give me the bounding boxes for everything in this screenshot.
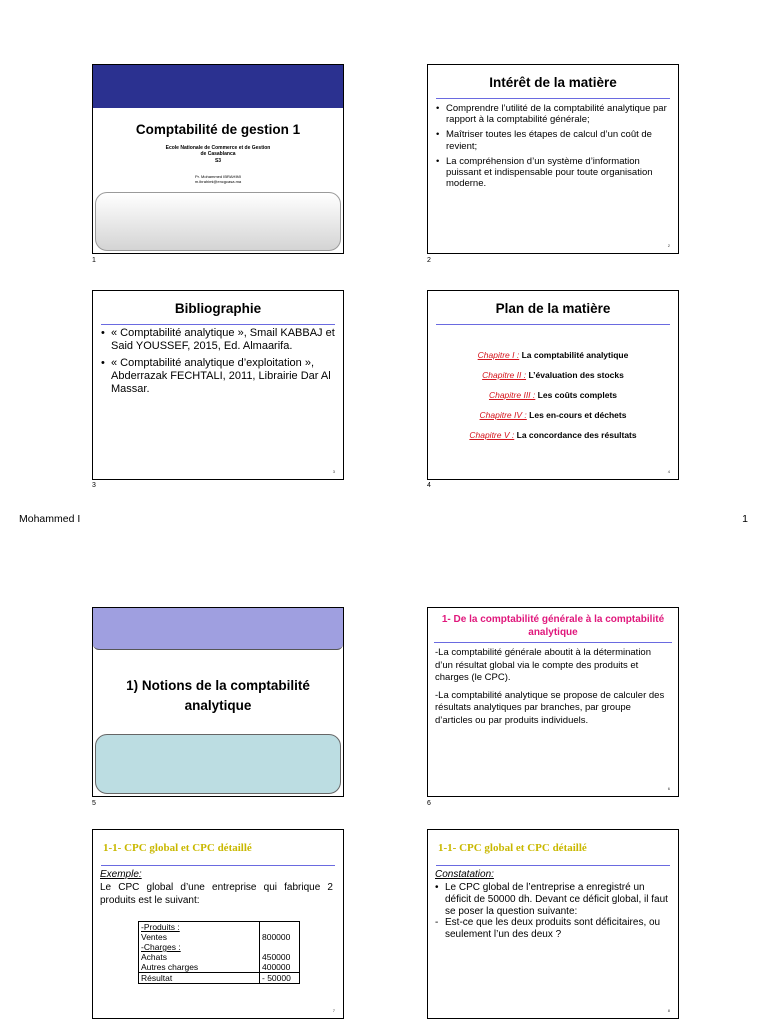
slide-5-section	[92, 607, 344, 797]
slide-6-definition	[427, 607, 679, 797]
page-footer-number: 1	[742, 513, 748, 525]
list-item: • Maîtriser toutes les étapes de calcul d’un coût de revient;	[436, 129, 670, 151]
table-cell: - 50000	[260, 973, 300, 984]
bullet-list	[101, 327, 335, 400]
slide-body	[435, 868, 670, 945]
slide-page-number: 7	[332, 1008, 335, 1013]
table-cell: Résultat	[139, 973, 260, 984]
page-footer-name: Mohammed I	[19, 513, 81, 525]
title-rule	[101, 865, 335, 866]
table-cell: -Produits : Ventes -Charges : Achats Autres charges	[139, 922, 260, 973]
list-item: • « Comptabilité analytique d’exploitation », Abderrazak FECHTALI, 2011, Librairie Dar Al Massar.	[101, 357, 335, 396]
title-rule	[101, 324, 335, 325]
list-item: • La compréhension d’un système d’information puissant et indispensable pour toute organisation moderne.	[436, 156, 670, 190]
bottom-panel-teal	[95, 734, 341, 794]
chapter-line: Chapitre I : La comptabilité analytique	[477, 350, 629, 360]
title-rule	[436, 98, 670, 99]
list-item: • « Comptabilité analytique », Smail KABBAJ et Said YOUSSEF, 2015, Ed. Almaarifa.	[101, 327, 335, 353]
title-rule	[436, 865, 670, 866]
course-title: Comptabilité de gestion 1	[135, 122, 301, 137]
cpc-table	[138, 921, 300, 984]
slide-caption-5: 5	[92, 800, 96, 807]
slide-caption-4: 4	[427, 482, 431, 489]
paragraph: -La comptabilité analytique se propose de calculer des résultats analytiques par branches, par groupe d’articles ou par produits individuels.	[435, 689, 665, 726]
title-rule	[436, 324, 670, 325]
grey-panel	[95, 192, 341, 251]
slide-7-exemple	[92, 829, 344, 1019]
chapter-line: Chapitre IV : Les en-cours et déchets	[479, 410, 627, 420]
slide-caption-6: 6	[427, 800, 431, 807]
slide-title: Bibliographie	[174, 301, 262, 316]
title-band-navy	[93, 65, 343, 108]
slide-title: Intérêt de la matière	[489, 75, 617, 90]
slide-8-constatation	[427, 829, 679, 1019]
list-item: • Le CPC global de l’entreprise a enregistré un déficit de 50000 dh. Devant ce déficit global, il faut se poser la question suivante:	[435, 882, 670, 917]
slide-page-number: 8	[667, 1008, 670, 1013]
chapter-line: Chapitre V : La concordance des résultats	[469, 430, 637, 440]
slide-page-number: 6	[667, 786, 670, 791]
slide-1-title	[92, 64, 344, 254]
slide-page-number: 3	[332, 469, 335, 474]
bullet-list	[436, 103, 670, 193]
slide-4-plan	[427, 290, 679, 480]
slide-caption-3: 3	[92, 482, 96, 489]
constatation-label: Constatation:	[435, 869, 494, 880]
list-item: - Est-ce que les deux produits sont déficitaires, ou seulement l’un des deux ?	[435, 917, 670, 941]
school-name: Ecole Nationale de Commerce et de Gestion de Casablanca S3	[165, 145, 271, 164]
slide-page-number: 2	[667, 243, 670, 248]
chapter-line: Chapitre III : Les coûts complets	[488, 390, 618, 400]
example-label: Exemple:	[100, 869, 142, 880]
slide-title: Plan de la matière	[495, 301, 611, 316]
slide-body	[100, 868, 333, 907]
slide-caption-1: 1	[92, 257, 96, 264]
slide-3-bibliographie	[92, 290, 344, 480]
list-item: • Comprendre l’utilité de la comptabilité analytique par rapport à la comptabilité générale;	[436, 103, 670, 125]
paragraph: -La comptabilité générale aboutit à la détermination d’un résultat global via le compte des produits et charges (le CPC).	[435, 647, 651, 683]
slide-title: 1- De la comptabilité générale à la comptabilité analytique	[441, 614, 665, 638]
slide-title: 1-1- CPC global et CPC détaillé	[438, 842, 587, 854]
top-band-lavender	[93, 608, 343, 650]
table-row-result	[139, 973, 300, 984]
table-row	[139, 922, 300, 973]
chapter-line: Chapitre II : L’évaluation des stocks	[482, 370, 624, 380]
dash-list	[435, 917, 670, 941]
example-text: Le CPC global d’une entreprise qui fabrique 2 produits est le suivant:	[100, 882, 333, 906]
section-title: 1) Notions de la comptabilité analytique	[126, 678, 310, 713]
title-rule	[434, 642, 672, 643]
bullet-list	[435, 882, 670, 917]
author-info: Pr. Mohammed IBRAHIMI m.ibrahimi@encgcasa.ma	[194, 174, 242, 185]
slide-caption-2: 2	[427, 257, 431, 264]
table-cell: 800000 450000 400000	[260, 922, 300, 973]
chapter-list	[428, 345, 678, 445]
slide-body	[435, 647, 670, 732]
slide-title: 1-1- CPC global et CPC détaillé	[103, 842, 252, 854]
slide-2-interet	[427, 64, 679, 254]
slide-page-number: 4	[667, 469, 670, 474]
